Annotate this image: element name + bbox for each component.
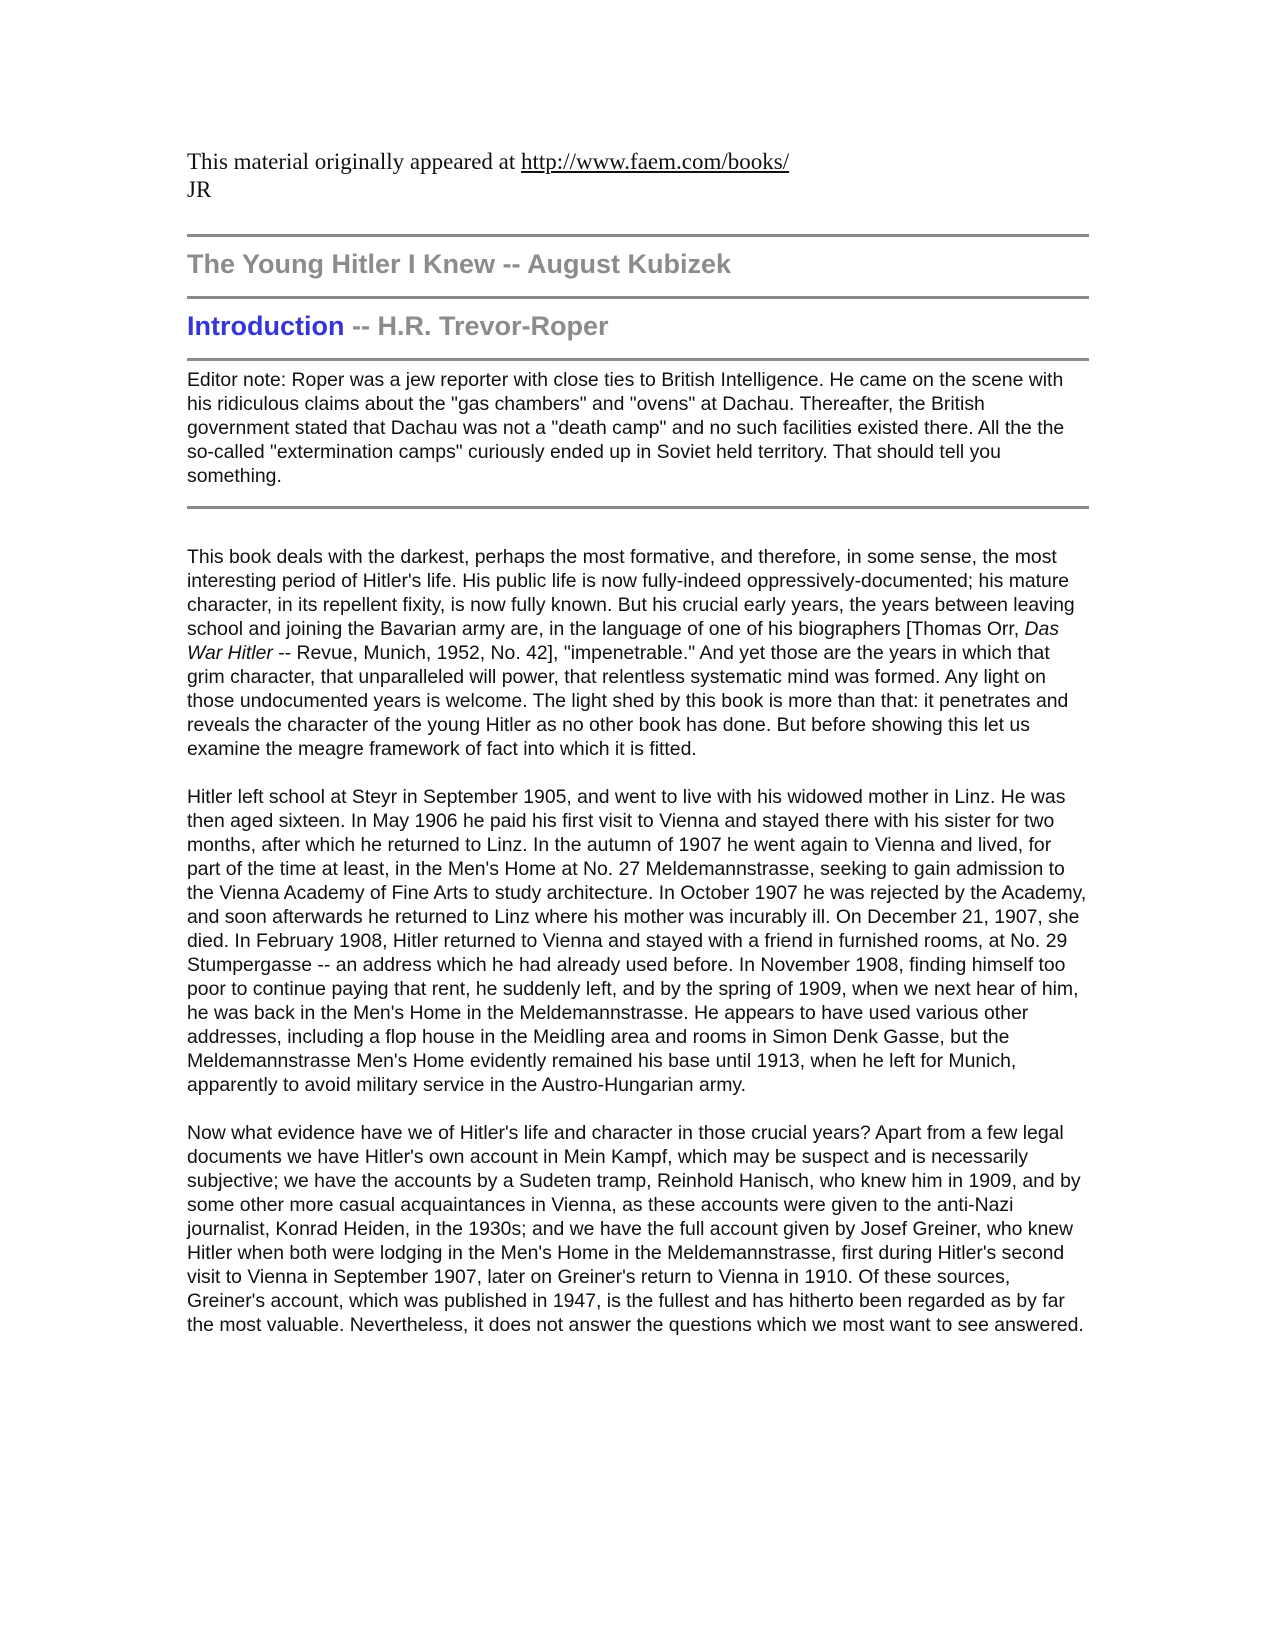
source-line xyxy=(187,148,1089,176)
document-page xyxy=(187,148,1089,1337)
section-heading xyxy=(187,309,1089,343)
introduction-link[interactable]: Introduction xyxy=(187,311,345,341)
divider-section xyxy=(187,358,1089,361)
book-citation-title: Das War Hitler xyxy=(187,618,1060,664)
source-initials: JR xyxy=(187,177,212,202)
source-prefix: This material originally appeared at xyxy=(187,149,522,174)
divider-title xyxy=(187,296,1089,299)
section-author: -- H.R. Trevor-Roper xyxy=(344,311,609,341)
paragraph-2: Hitler left school at Steyr in September 1905, and went to live with his widowed mother in Linz. He was then aged sixteen. In May 1906 he paid his first visit to Vienna and stayed there with his sister for two months, after which he returned to Linz. In the autumn of 1907 he went again to Vienna and lived, for part of the time at least, in the Men's Home at No. 27 Meldemannstrasse, seeking to gain admission to the Vienna Academy of Fine Arts to study architecture. In October 1907 he was rejected by the Academy, and soon afterwards he returned to Linz where his mother was incurably ill. On December 21, 1907, she died. In February 1908, Hitler returned to Vienna and stayed with a friend in furnished rooms, at No. 29 Stumpergasse -- an address which he had already used before. In November 1908, finding himself too poor to continue paying that rent, he suddenly left, and by the spring of 1909, when we next hear of him, he was back in the Men's Home in the Meldemannstrasse. He appears to have used various other addresses, including a flop house in the Meidling area and rooms in Simon Denk Gasse, but the Meldemannstrasse Men's Home evidently remained his base until 1913, when he left for Munich, apparently to avoid military service in the Austro-Hungarian army. xyxy=(187,786,1087,1096)
paragraph-1 xyxy=(187,545,1089,761)
paragraph-1-text-b: -- Revue, Munich, 1952, No. 42], "impenetrable." And yet those are the years in which that grim character, that unparalleled will power, that relentless systematic mind was formed. Any light on those undocumented years is welcome. The light shed by this book is more than that: it penetrates and reveals the character of the young Hitler as no other book has done. But before showing this let us examine the meagre framework of fact into which it is fitted. xyxy=(187,642,1069,760)
book-title: The Young Hitler I Knew -- August Kubizek xyxy=(187,249,732,279)
divider-top xyxy=(187,234,1089,237)
divider-note xyxy=(187,506,1089,509)
source-url-link[interactable]: http://www.faem.com/books/ xyxy=(521,149,790,174)
paragraph-1-text-a: This book deals with the darkest, perhaps the most formative, and therefore, in some sense, the most interesting period of Hitler's life. His public life is now fully-indeed oppressively-documented; his mature character, in its repellent fixity, is now fully known. But his crucial early years, the years between leaving school and joining the Bavarian army are, in the language of one of his biographers [Thomas Orr, xyxy=(187,546,1075,640)
editor-note: Editor note: Roper was a jew reporter with close ties to British Intelligence. He came on the scene with his ridiculous claims about the "gas chambers" and "ovens" at Dachau. Thereafter, the British government stated that Dachau was not a "death camp" and no such facilities existed there. All the the so-called "extermination camps" curiously ended up in Soviet held territory. That should tell you something. xyxy=(187,369,1065,487)
paragraph-3: Now what evidence have we of Hitler's life and character in those crucial years? Apart from a few legal documents we have Hitler's own account in Mein Kampf, which may be suspect and is necessarily subjective; we have the accounts by a Sudeten tramp, Reinhold Hanisch, who knew him in 1909, and by some other more casual acquaintances in Vienna, as these accounts were given to the anti-Nazi journalist, Konrad Heiden, in the 1930s; and we have the full account given by Josef Greiner, who knew Hitler when both were lodging in the Men's Home in the Meldemannstrasse, first during Hitler's second visit to Vienna in September 1907, later on Greiner's return to Vienna in 1910. Of these sources, Greiner's account, which was published in 1947, is the fullest and has hitherto been regarded as by far the most valuable. Nevertheless, it does not answer the questions which we most want to see answered. xyxy=(187,1122,1084,1336)
